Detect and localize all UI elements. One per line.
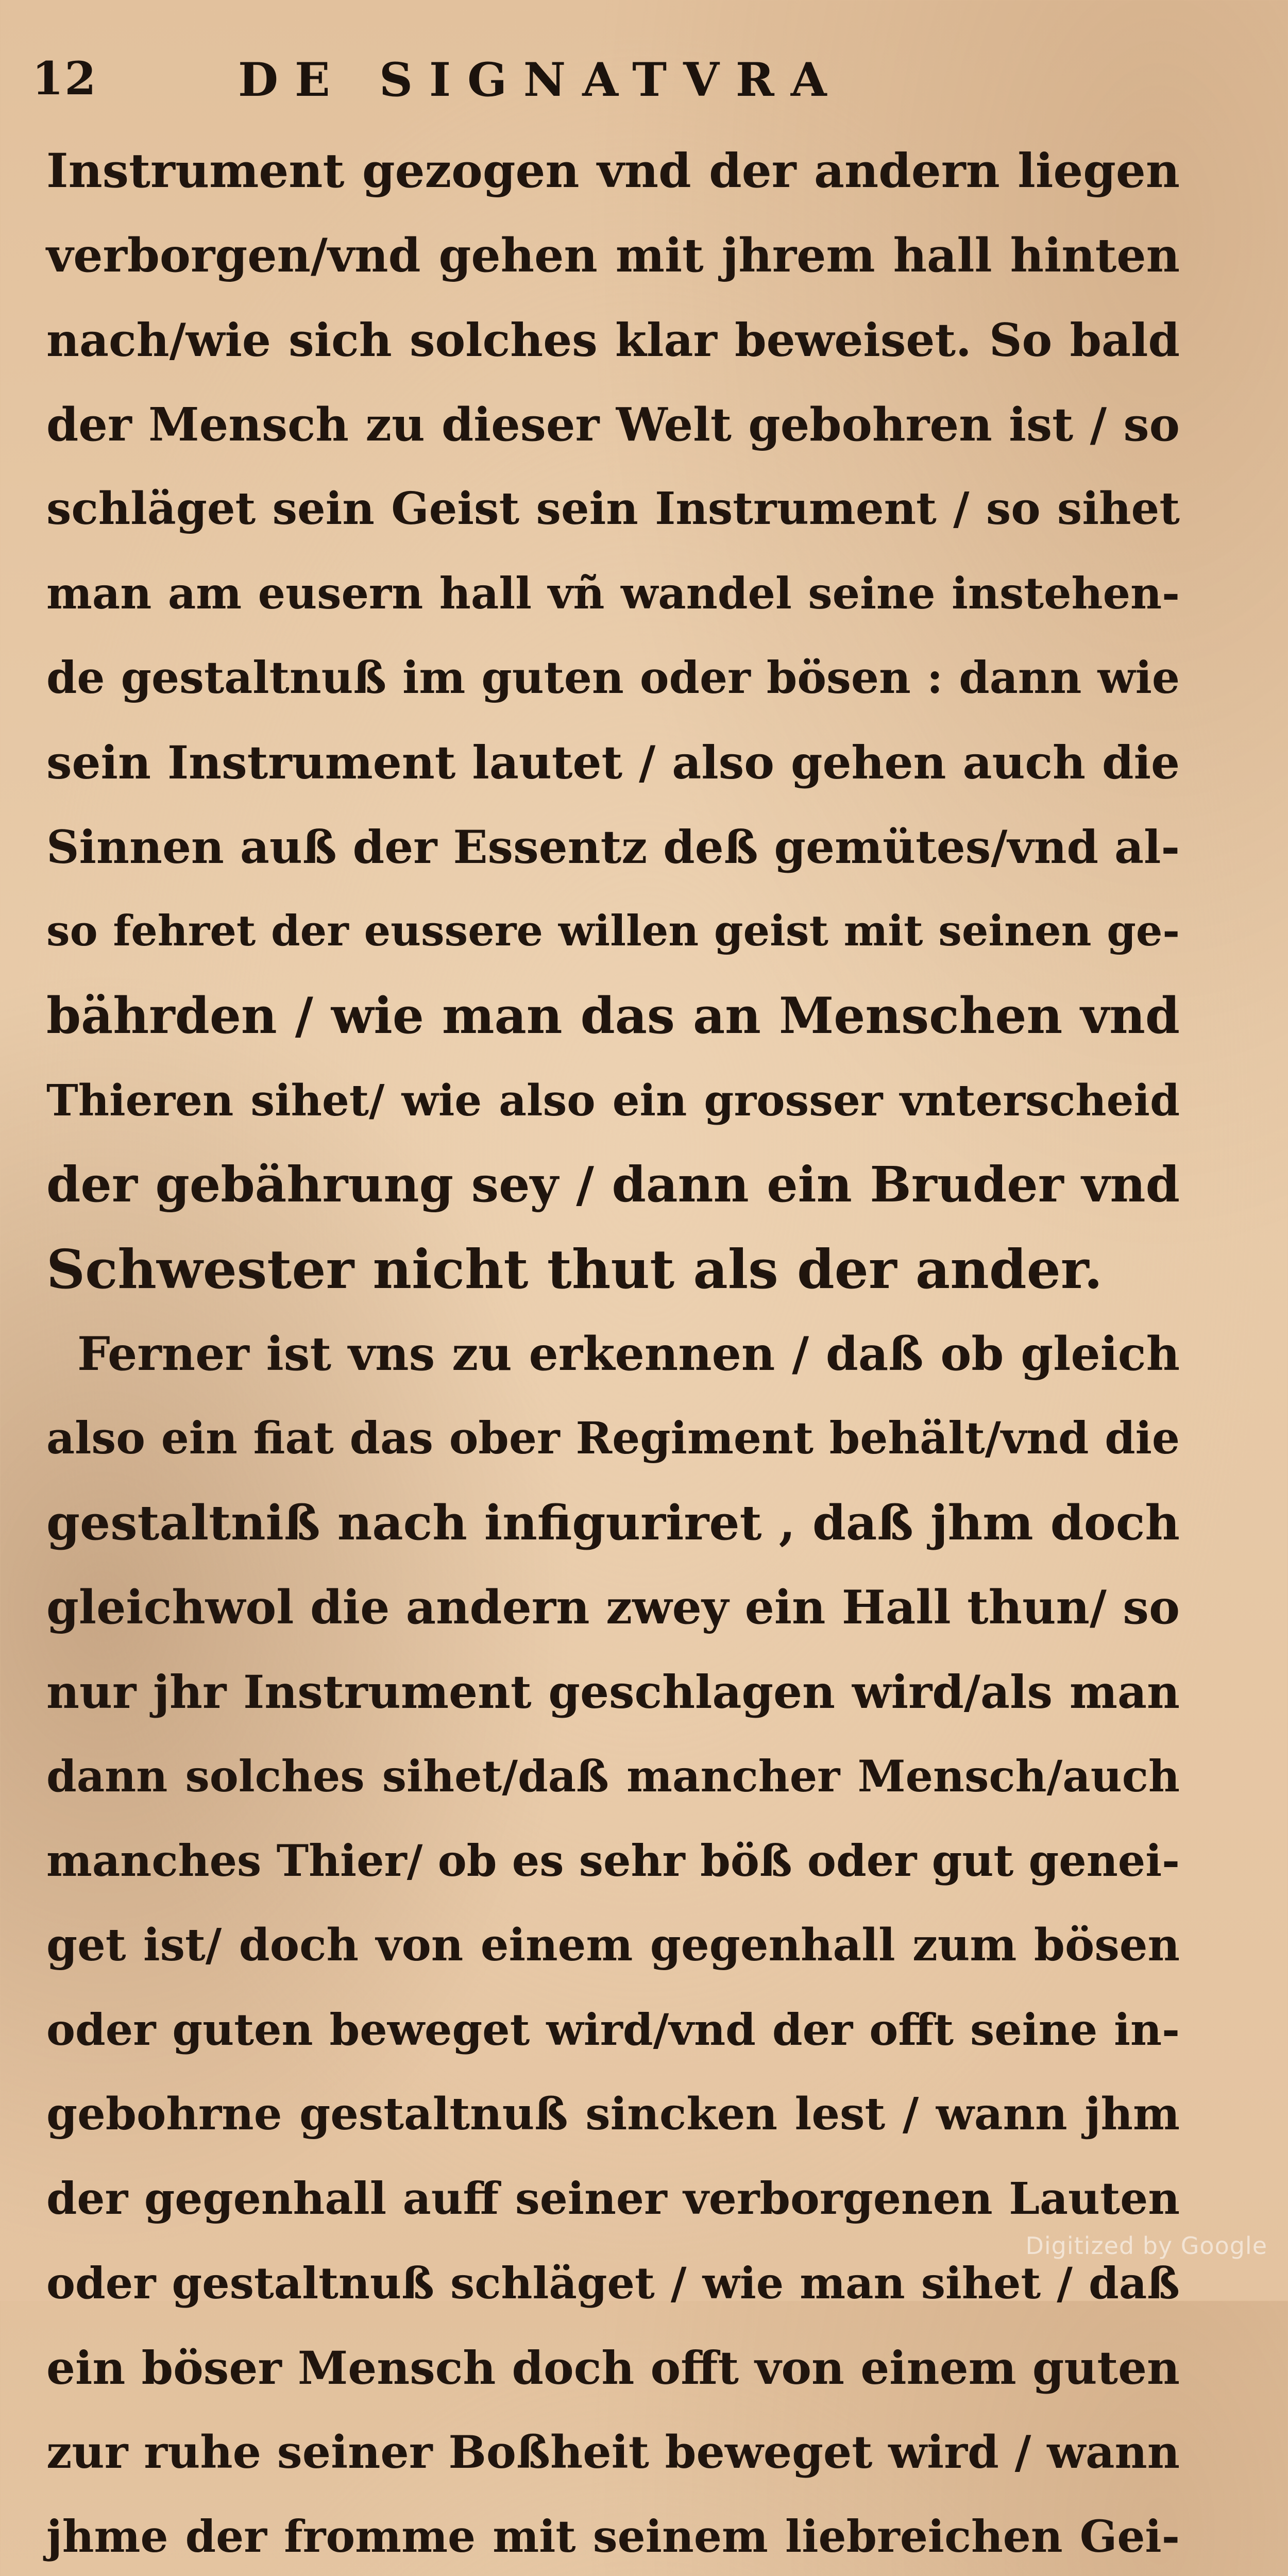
text-line: de gestaltnuß im guten oder bösen : dann wie (46, 652, 1180, 704)
watermark: Digitized by Google (1025, 2232, 1267, 2260)
text-line: schläget sein Geist sein Instrument / so sihet (46, 483, 1180, 535)
body-text (46, 129, 1180, 2576)
text-line: Ferner ist vns zu erkennen / daß ob gleich (77, 1327, 1180, 1381)
text-line: man am eusern hall vñ wandel seine instehen- (46, 568, 1180, 619)
text-line: gleichwol die andern zwey ein Hall thun/ so (46, 1580, 1180, 1635)
text-line: der gegenhall auff seiner verborgenen Lauten (46, 2173, 1180, 2225)
text-line: dann solches sihet/daß mancher Mensch/auch (46, 1751, 1180, 1802)
text-line: oder guten beweget wird/vnd der offt seine in- (46, 2004, 1180, 2055)
text-line: ein böser Mensch doch offt von einem guten (46, 2341, 1180, 2395)
page-number: 12 (32, 52, 97, 105)
text-line: gebohrne gestaltnuß sincken lest / wann jhm (46, 2088, 1180, 2140)
text-line: Instrument gezogen vnd der andern liegen (46, 144, 1180, 198)
text-line: oder gestaltnuß schläget / wie man sihet / daß (46, 2258, 1180, 2309)
text-line: jhme der fromme mit seinem liebreichen Gei- (46, 2511, 1180, 2563)
text-line: bährden / wie man das an Menschen vnd (46, 987, 1180, 1045)
page-header (32, 52, 908, 124)
text-line: Schwester nicht thut als der ander. (46, 1238, 1103, 1301)
text-line: gestaltniß nach infiguriret , daß jhm doch (46, 1495, 1180, 1551)
text-line: der gebährung sey / dann ein Bruder vnd (46, 1156, 1180, 1213)
text-line: Sinnen auß der Essentz deß gemütes/vnd al- (46, 820, 1180, 874)
text-line: also ein fiat das ober Regiment behält/vnd die (46, 1413, 1180, 1464)
text-line: sein Instrument lautet / also gehen auch die (46, 736, 1180, 789)
text-line: zur ruhe seiner Boßheit beweget wird / wann (46, 2426, 1180, 2479)
running-head: DE SIGNATVRA (238, 53, 843, 107)
text-line: manches Thier/ ob es sehr böß oder gut genei- (46, 1835, 1180, 1886)
text-line: nur jhr Instrument geschlagen wird/als man (46, 1665, 1180, 1719)
text-line: Thieren sihet/ wie also ein grosser vnterscheid (46, 1075, 1180, 1126)
text-line: get ist/ doch von einem gegenhall zum bösen (46, 1919, 1180, 1971)
text-line: nach/wie sich solches klar beweiset. So bald (46, 313, 1180, 367)
text-line: so fehret der eussere willen geist mit seinen ge- (46, 907, 1180, 956)
text-line: verborgen/vnd gehen mit jhrem hall hinten (46, 228, 1180, 283)
text-line: der Mensch zu dieser Welt gebohren ist / so (46, 397, 1180, 451)
